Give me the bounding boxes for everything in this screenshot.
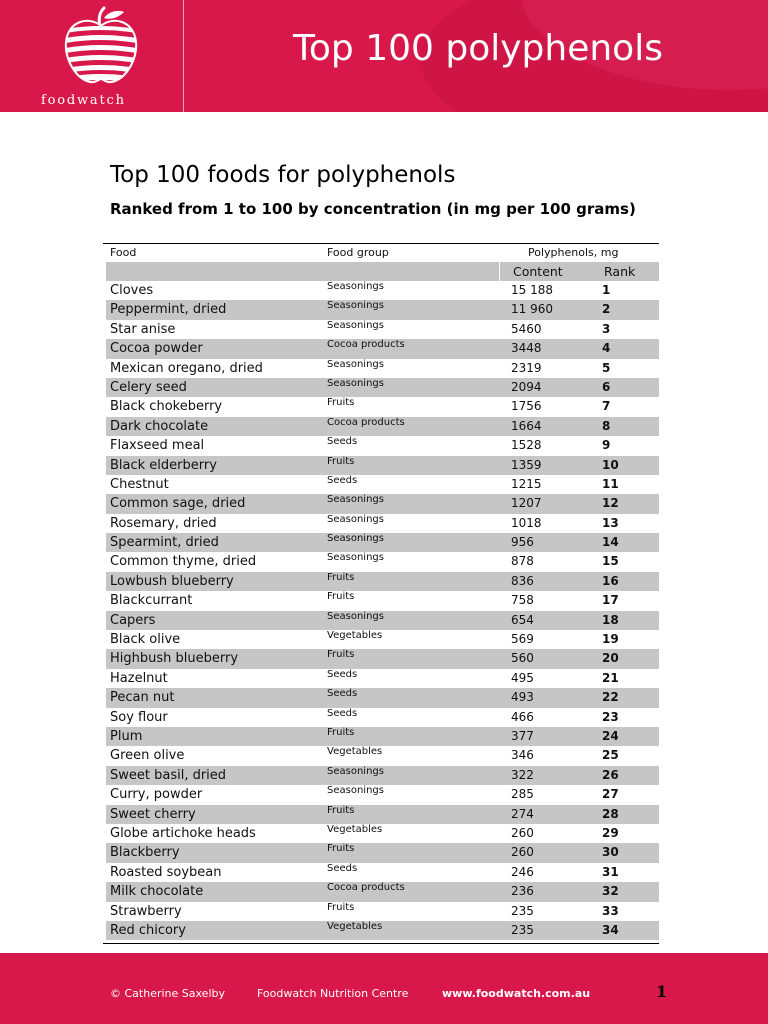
- foodwatch-logo: [36, 6, 168, 106]
- cell-rank: 32: [602, 884, 619, 899]
- cell-food: Common thyme, dried: [110, 554, 257, 570]
- cell-content: 1359: [511, 457, 542, 472]
- cell-food: Highbush blueberry: [110, 651, 239, 667]
- cell-rank: 33: [602, 903, 619, 918]
- cell-rank: 26: [602, 767, 619, 782]
- cell-rank: 11: [602, 476, 619, 491]
- header-title: Top 100 polyphenols: [293, 28, 663, 69]
- cell-food-group: Fruits: [327, 804, 355, 816]
- table-top-rule: [103, 243, 659, 244]
- cell-food-group: Seasonings: [327, 300, 384, 312]
- table-row: [106, 494, 659, 513]
- cell-food: Globe artichoke heads: [110, 825, 256, 841]
- cell-food: Mexican oregano, dried: [110, 360, 263, 376]
- table-row: [106, 552, 659, 571]
- footer-copyright: © Catherine Saxelby: [110, 987, 225, 1000]
- page-header: [0, 0, 768, 112]
- cell-content: 956: [511, 535, 534, 550]
- table-row: [106, 630, 659, 649]
- cell-food-group: Seasonings: [327, 785, 384, 797]
- cell-food: Rosemary, dried: [110, 515, 217, 531]
- cell-content: 235: [511, 903, 534, 918]
- cell-food-group: Seasonings: [327, 513, 384, 525]
- cell-food-group: Fruits: [327, 726, 355, 738]
- cell-rank: 10: [602, 457, 619, 472]
- cell-rank: 20: [602, 651, 619, 666]
- cell-food-group: Seasonings: [327, 319, 384, 331]
- cell-food: Plum: [110, 728, 143, 744]
- column-header-polyphenols: Polyphenols, mg: [528, 246, 619, 259]
- table-row: [106, 533, 659, 552]
- cell-food-group: Vegetables: [327, 823, 383, 835]
- table-row: [106, 281, 659, 300]
- document-title: Top 100 foods for polyphenols: [110, 162, 456, 188]
- cell-content: 836: [511, 573, 534, 588]
- cell-food-group: Seeds: [327, 668, 358, 680]
- table-row: [106, 824, 659, 843]
- table-row: [106, 766, 659, 785]
- cell-content: 878: [511, 554, 534, 569]
- cell-food: Flaxseed meal: [110, 438, 205, 454]
- striped-apple-icon: [60, 6, 142, 88]
- table-row: [106, 902, 659, 921]
- cell-content: 1207: [511, 496, 542, 511]
- cell-food-group: Vegetables: [327, 746, 383, 758]
- cell-rank: 22: [602, 690, 619, 705]
- cell-content: 15 188: [511, 283, 553, 297]
- table-row: [106, 436, 659, 455]
- cell-food-group: Seasonings: [327, 533, 384, 545]
- cell-food-group: Seasonings: [327, 281, 384, 292]
- brand-name: foodwatch: [41, 93, 126, 108]
- cell-content: 3448: [511, 341, 542, 356]
- cell-food-group: Seasonings: [327, 765, 384, 777]
- cell-food: Sweet basil, dried: [110, 767, 227, 783]
- cell-food-group: Seasonings: [327, 358, 384, 370]
- cell-content: 235: [511, 922, 534, 937]
- cell-rank: 24: [602, 728, 619, 743]
- cell-content: 495: [511, 670, 534, 685]
- table-row: [106, 649, 659, 668]
- table-row: [106, 359, 659, 378]
- cell-food-group: Seasonings: [327, 610, 384, 622]
- cell-food: Peppermint, dried: [110, 302, 227, 318]
- cell-food: Dark chocolate: [110, 418, 209, 434]
- cell-food: Lowbush blueberry: [110, 573, 234, 589]
- cell-food: Blackberry: [110, 845, 180, 861]
- cell-rank: 3: [602, 321, 611, 336]
- cell-rank: 18: [602, 612, 619, 627]
- table-row: [106, 397, 659, 416]
- cell-food: Capers: [110, 612, 156, 628]
- footer-centre-name: Foodwatch Nutrition Centre: [257, 987, 409, 1000]
- cell-rank: 15: [602, 554, 619, 569]
- table-row: [106, 456, 659, 475]
- table-row: [106, 921, 659, 940]
- cell-content: 246: [511, 864, 534, 879]
- cell-food-group: Fruits: [327, 455, 355, 467]
- table-row: [106, 572, 659, 591]
- cell-content: 377: [511, 728, 534, 743]
- cell-content: 285: [511, 787, 534, 802]
- table-row: [106, 669, 659, 688]
- cell-food-group: Fruits: [327, 649, 355, 661]
- column-header-content: Content: [513, 264, 563, 279]
- cell-rank: 4: [602, 341, 611, 356]
- cell-rank: 16: [602, 573, 619, 588]
- cell-content: 2094: [511, 379, 542, 394]
- cell-food-group: Seeds: [327, 436, 358, 448]
- table-row: [106, 727, 659, 746]
- cell-food: Sweet cherry: [110, 806, 196, 822]
- table-row: [106, 300, 659, 319]
- table-row: [106, 320, 659, 339]
- cell-rank: 30: [602, 845, 619, 860]
- table-row: [106, 882, 659, 901]
- cell-content: 274: [511, 806, 534, 821]
- cell-food: Black elderberry: [110, 457, 217, 473]
- cell-rank: 13: [602, 515, 619, 530]
- cell-food: Pecan nut: [110, 690, 175, 706]
- cell-content: 5460: [511, 321, 542, 336]
- cell-food-group: Fruits: [327, 571, 355, 583]
- table-row: [106, 746, 659, 765]
- cell-rank: 6: [602, 379, 611, 394]
- cell-content: 236: [511, 884, 534, 899]
- cell-content: 569: [511, 632, 534, 647]
- cell-food: Curry, powder: [110, 787, 203, 803]
- cell-content: 466: [511, 709, 534, 724]
- table-row: [106, 863, 659, 882]
- cell-food: Strawberry: [110, 903, 182, 919]
- cell-content: 1528: [511, 438, 542, 453]
- header-divider: [183, 0, 184, 112]
- cell-food-group: Fruits: [327, 843, 355, 855]
- cell-content: 322: [511, 767, 534, 782]
- cell-rank: 5: [602, 360, 611, 375]
- table-row: [106, 378, 659, 397]
- cell-food: Hazelnut: [110, 670, 168, 686]
- subheader-divider: [499, 262, 500, 281]
- cell-rank: 25: [602, 748, 619, 763]
- cell-content: 1756: [511, 399, 542, 414]
- cell-food: Blackcurrant: [110, 593, 193, 609]
- cell-content: 758: [511, 593, 534, 608]
- cell-food: Celery seed: [110, 379, 187, 395]
- cell-content: 560: [511, 651, 534, 666]
- footer-website-link[interactable]: www.foodwatch.com.au: [442, 987, 591, 1000]
- cell-rank: 21: [602, 670, 619, 685]
- cell-food: Green olive: [110, 748, 185, 764]
- cell-rank: 28: [602, 806, 619, 821]
- cell-content: 346: [511, 748, 534, 763]
- document-subtitle: Ranked from 1 to 100 by concentration (in mg per 100 grams): [110, 200, 636, 218]
- cell-rank: 23: [602, 709, 619, 724]
- table-subheader-row: [106, 262, 659, 281]
- cell-rank: 19: [602, 632, 619, 647]
- cell-food-group: Seasonings: [327, 494, 384, 506]
- cell-rank: 14: [602, 535, 619, 550]
- cell-content: 654: [511, 612, 534, 627]
- table-bottom-rule: [103, 943, 659, 944]
- cell-rank: 17: [602, 593, 619, 608]
- cell-content: 493: [511, 690, 534, 705]
- cell-content: 2319: [511, 360, 542, 375]
- table-row: [106, 591, 659, 610]
- cell-food-group: Seasonings: [327, 377, 384, 389]
- cell-food-group: Vegetables: [327, 920, 383, 932]
- table-row: [106, 843, 659, 862]
- cell-content: 1018: [511, 515, 542, 530]
- cell-food: Cocoa powder: [110, 341, 203, 357]
- cell-rank: 1: [602, 283, 611, 297]
- table-row: [106, 611, 659, 630]
- cell-food-group: Fruits: [327, 591, 355, 603]
- table-row: [106, 785, 659, 804]
- cell-food-group: Cocoa products: [327, 339, 405, 351]
- column-header-food: Food: [110, 246, 137, 259]
- table-row: [106, 475, 659, 494]
- cell-food-group: Seeds: [327, 474, 358, 486]
- cell-food-group: Seeds: [327, 688, 358, 700]
- column-header-group: Food group: [327, 246, 389, 259]
- cell-food: Chestnut: [110, 476, 169, 492]
- table-row: [106, 417, 659, 436]
- cell-food-group: Cocoa products: [327, 882, 405, 894]
- cell-food: Star anise: [110, 321, 176, 337]
- table-body: [106, 281, 659, 940]
- cell-food: Common sage, dried: [110, 496, 246, 512]
- cell-rank: 34: [602, 922, 619, 937]
- table-row: [106, 514, 659, 533]
- cell-food-group: Cocoa products: [327, 416, 405, 428]
- cell-rank: 8: [602, 418, 611, 433]
- cell-content: 260: [511, 845, 534, 860]
- cell-rank: 9: [602, 438, 611, 453]
- cell-food: Red chicory: [110, 922, 186, 938]
- page-footer: [0, 953, 768, 1024]
- cell-rank: 7: [602, 399, 611, 414]
- table-row: [106, 688, 659, 707]
- cell-food: Roasted soybean: [110, 864, 222, 880]
- cell-food: Cloves: [110, 283, 154, 298]
- table-row: [106, 339, 659, 358]
- cell-food-group: Vegetables: [327, 630, 383, 642]
- table-row: [106, 708, 659, 727]
- cell-content: 260: [511, 825, 534, 840]
- table-row: [106, 805, 659, 824]
- cell-food: Black chokeberry: [110, 399, 223, 415]
- cell-food-group: Fruits: [327, 397, 355, 409]
- column-header-rank: Rank: [604, 264, 636, 279]
- cell-food: Milk chocolate: [110, 884, 204, 900]
- cell-food: Soy flour: [110, 709, 168, 725]
- cell-rank: 27: [602, 787, 619, 802]
- cell-food: Spearmint, dried: [110, 535, 219, 551]
- page-number: 1: [656, 982, 668, 1001]
- cell-content: 1215: [511, 476, 542, 491]
- cell-content: 11 960: [511, 302, 553, 317]
- cell-food-group: Fruits: [327, 901, 355, 913]
- cell-food: Black olive: [110, 632, 181, 648]
- cell-rank: 29: [602, 825, 619, 840]
- cell-rank: 31: [602, 864, 619, 879]
- cell-content: 1664: [511, 418, 542, 433]
- cell-rank: 2: [602, 302, 611, 317]
- cell-food-group: Seeds: [327, 862, 358, 874]
- cell-food-group: Seasonings: [327, 552, 384, 564]
- cell-rank: 12: [602, 496, 619, 511]
- cell-food-group: Seeds: [327, 707, 358, 719]
